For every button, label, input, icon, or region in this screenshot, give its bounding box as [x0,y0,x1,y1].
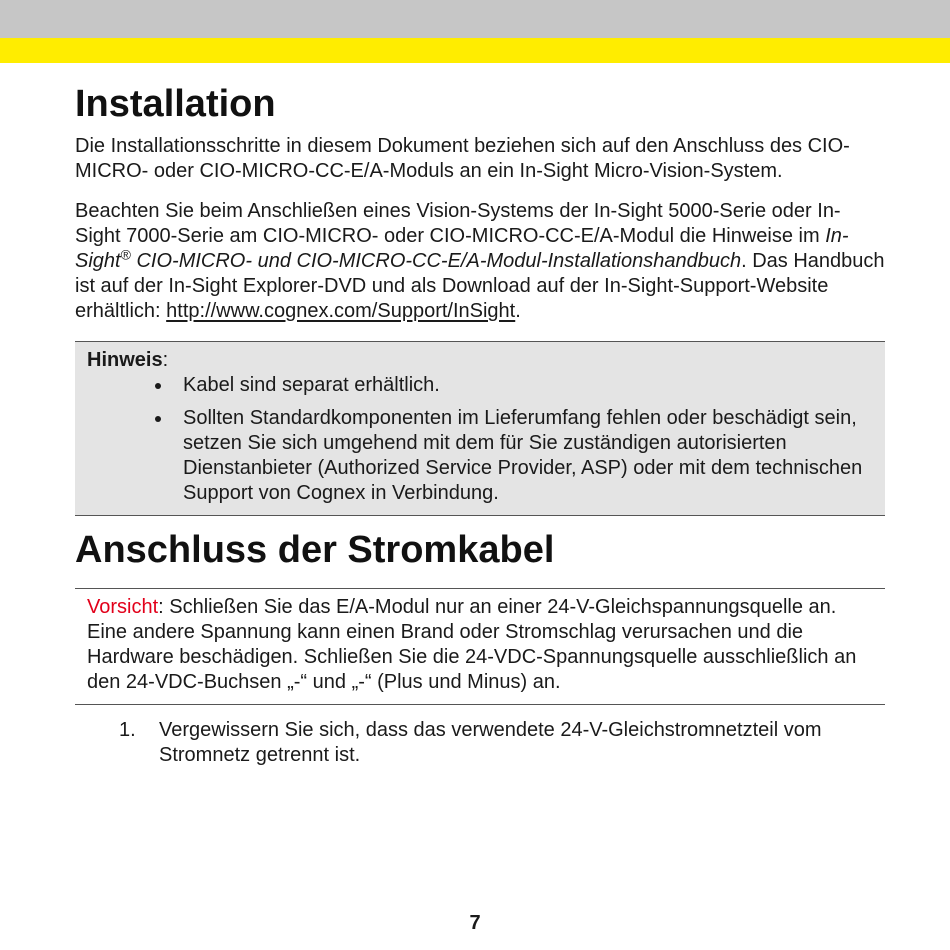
bullet-icon [155,416,161,422]
note-header [87,348,873,373]
section-heading-installation: Installation [75,83,276,125]
step-list [75,718,885,768]
note-item [183,406,873,506]
section-heading-power-cables: Anschluss der Stromkabel [75,529,555,571]
step-text: Vergewissern Sie sich, dass das verwendete 24-V-Gleichstromnetzteil vom Stromnetz getrennt ist. [159,719,822,766]
caution-box [75,588,885,705]
header-yellow-band [0,38,950,63]
note-colon: : [162,349,169,371]
reference-end: . [515,300,521,322]
bullet-icon [155,383,161,389]
note-list [87,373,873,506]
step-item [75,718,885,768]
manual-title-b: CIO-MICRO- und CIO-MICRO-CC-E/A-Modul-Installationshandbuch [130,250,742,272]
intro-paragraph: Die Installationsschritte in diesem Dokument beziehen sich auf den Anschluss des CIO-MICRO- oder CIO-MICRO-CC-E/A-Moduls an ein In-Sight Micro-Vision-System. [75,135,850,182]
registered-mark: ® [120,246,131,263]
reference-text-b: . Das Handbuch ist auf der In-Sight Explorer-DVD und als Download auf der In-Sight-Support-Website erhältlich: [75,250,885,322]
note-item [183,373,873,398]
support-website-link[interactable]: http://www.cognex.com/Support/InSight [166,300,516,322]
note-label: Hinweis [87,349,163,371]
caution-label: Vorsicht [87,596,159,618]
note-box [75,341,885,516]
caution-text: : Schließen Sie das E/A-Modul nur an einer 24-V-Gleichspannungsquelle an. Eine andere Spannung kann einen Brand oder Stromschlag verursachen und die Hardware beschädigen. Schließen Sie die 24-VDC-Spannungsquelle ausschließlich an den 24-VDC-Buchsen „-“ und „-“ (Plus und Minus) an. [87,596,857,693]
reference-paragraph [75,199,885,324]
page-content [75,80,885,768]
note-item-text: Sollten Standardkomponenten im Lieferumfang fehlen oder beschädigt sein, setzen Sie sich umgehend mit dem für Sie zuständigen autorisierten Dienstanbieter (Authorized Service Provider, ASP) oder mit dem technischen Support von Cognex in Verbindung. [183,407,863,504]
manual-title-a: In-Sight [75,225,849,272]
step-number: 1. [119,719,136,741]
note-item-text: Kabel sind separat erhältlich. [183,374,440,396]
header-gray-band [0,0,950,38]
page-number: 7 [469,912,481,934]
reference-text-a: Beachten Sie beim Anschließen eines Vision-Systems der In-Sight 5000-Serie oder In-Sight 7000-Serie am CIO-MICRO- oder CIO-MICRO-CC-E/A-Modul die Hinweise im [75,200,841,247]
